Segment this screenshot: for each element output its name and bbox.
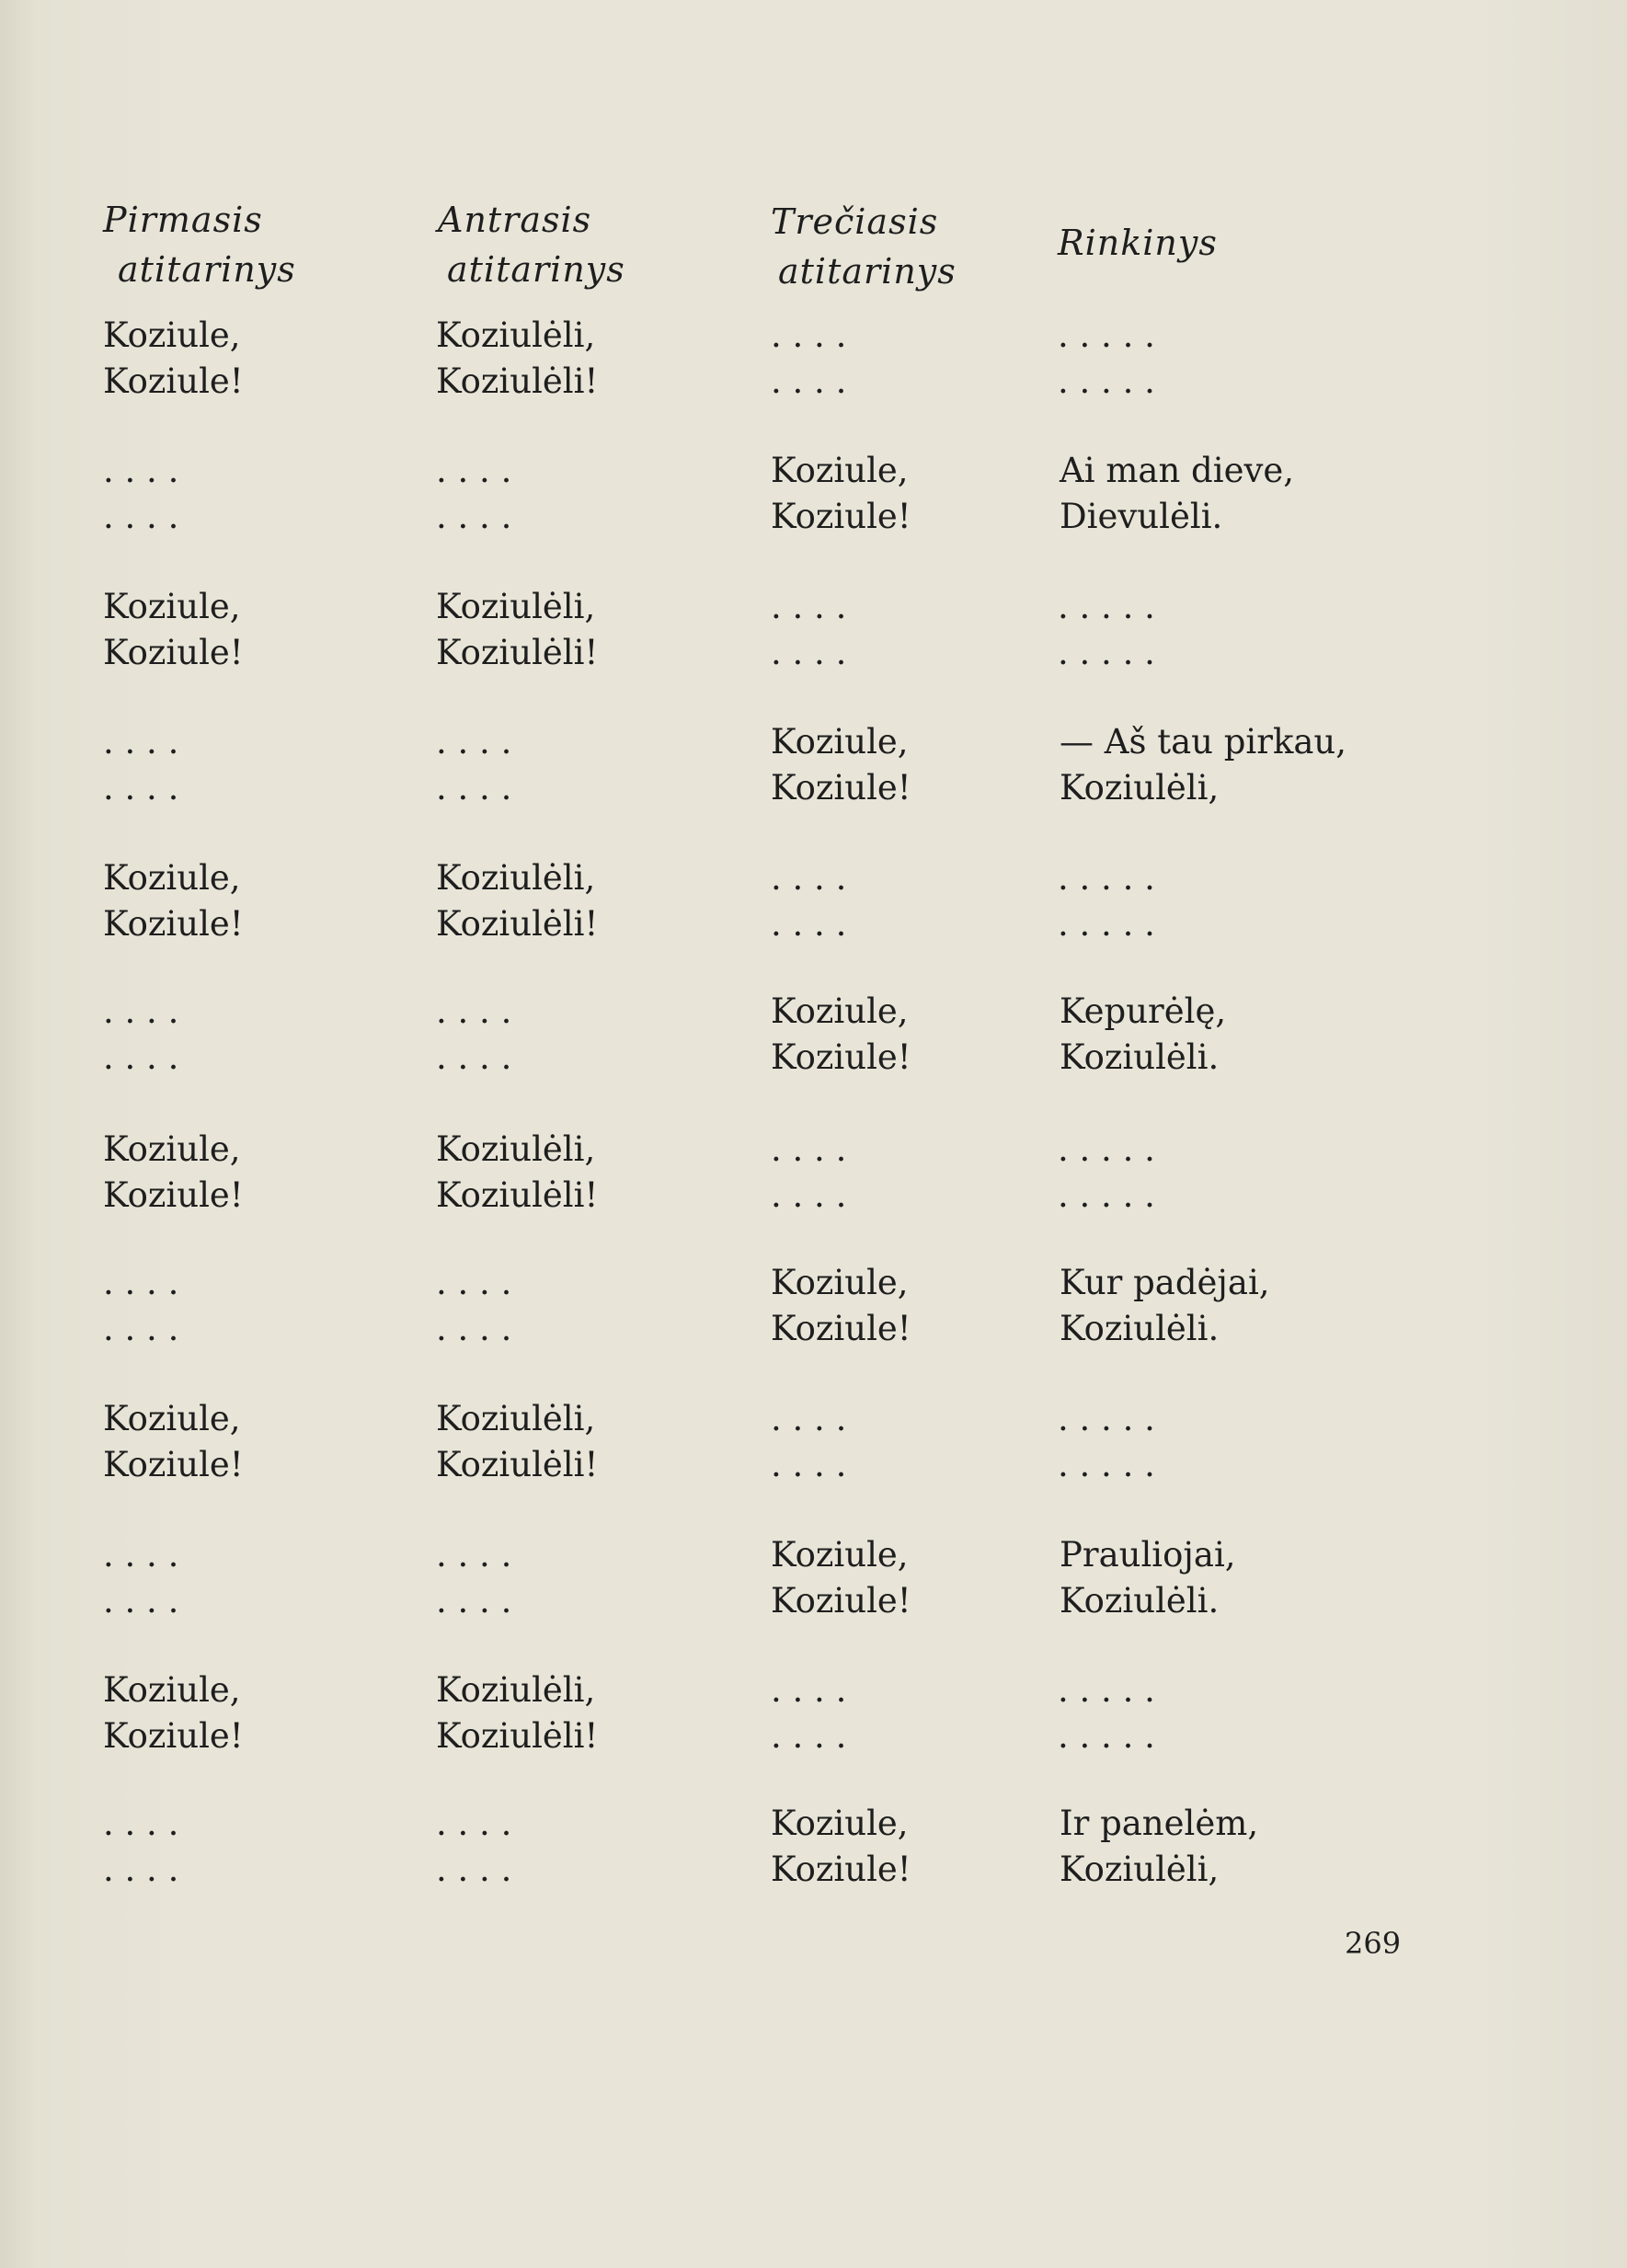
verse-cell-c2 [436,719,511,811]
verse-line: Koziulėli, [1060,768,1220,808]
verse-line: Koziule! [103,904,244,944]
verse-line: . . . . [436,451,512,490]
verse-line: . . . . [771,904,847,944]
verse-line: . . . . [436,768,512,808]
verse-line: . . . . [103,1037,179,1077]
verse-line: . . . . [771,1129,847,1169]
verse-row [0,1532,1627,1628]
verse-cell-c4 [1058,584,1155,676]
verse-line: . . . . [103,1581,179,1621]
verse-cell-c4 [1058,1667,1155,1759]
verse-line: Koziule, [771,991,909,1031]
verse-cell-c2 [436,1532,511,1624]
verse-line: . . . . [771,315,847,355]
verse-row [0,719,1627,815]
verse-line: Koziule, [771,451,909,490]
verse-line: . . . . [436,1850,512,1889]
verse-cell-c4 [1060,989,1226,1081]
verse-line: Koziule, [103,315,241,355]
verse-cell-c1 [103,1532,178,1624]
verse-line: Koziulėli, [1060,1850,1220,1889]
verse-line: . . . . . [1058,904,1155,944]
verse-row [0,1260,1627,1356]
verse-cell-c1 [103,313,244,405]
verse-cell-c1 [103,989,178,1081]
verse-line: Koziule, [771,1263,909,1302]
verse-cell-c3 [771,313,846,405]
verse-row [0,584,1627,680]
verse-line: Koziulėli! [436,633,599,672]
verse-line: Koziule! [771,768,911,808]
verse-line: . . . . . [1058,1399,1155,1438]
verse-cell-c2 [436,1127,598,1219]
verse-line: Koziulėli. [1060,1309,1220,1348]
verse-line: Koziulėli, [436,587,596,626]
header-col3-line2: atitarinys [778,251,957,292]
verse-line: Koziule, [771,1804,909,1843]
verse-line: . . . . [103,1263,179,1302]
verse-line: Koziule! [103,1175,244,1215]
header-col1-line2: atitarinys [118,249,296,290]
verse-line: Koziule, [103,1399,241,1438]
verse-cell-c1 [103,855,244,947]
header-col4 [1058,218,1218,268]
verse-cell-c3 [771,1532,911,1624]
page-number: 269 [1345,1926,1402,1961]
header-col1 [103,195,296,294]
verse-line: Koziule! [103,1445,244,1484]
verse-row [0,1667,1627,1763]
verse-row [0,1127,1627,1222]
verse-line: Koziule, [103,1129,241,1169]
verse-line: . . . . [436,1535,512,1575]
verse-row [0,989,1627,1084]
verse-cell-c3 [771,1667,846,1759]
verse-line: . . . . [436,1804,512,1843]
verse-line: Koziule! [771,497,911,536]
verse-line: . . . . . [1058,633,1155,672]
verse-line: . . . . [771,1399,847,1438]
verse-line: . . . . [771,1670,847,1710]
header-col2-line1: Antrasis [438,200,592,240]
verse-line: . . . . . [1058,1175,1155,1215]
verse-line: Ir panelėm, [1060,1804,1259,1843]
verse-line: Dievulėli. [1060,497,1223,536]
verse-row [0,448,1627,544]
verse-row [0,1396,1627,1492]
verse-line: Koziulėli, [436,1670,596,1710]
verse-line: Koziule! [771,1581,911,1621]
verse-line: — Aš tau pirkau, [1060,722,1347,762]
verse-line: . . . . [103,722,179,762]
verse-cell-c4 [1058,313,1155,405]
verse-line: . . . . [103,1804,179,1843]
verse-line: . . . . . [1058,1716,1155,1756]
verse-line: . . . . [103,991,179,1031]
verse-line: Ai man dieve, [1060,451,1295,490]
verse-line: . . . . [771,1445,847,1484]
verse-cell-c2 [436,989,511,1081]
verse-line: Koziule! [771,1850,911,1889]
verse-line: . . . . . [1058,1445,1155,1484]
verse-line: . . . . . [1058,1670,1155,1710]
verse-cell-c3 [771,448,911,540]
verse-line: Koziulėli! [436,1175,599,1215]
verse-row [0,855,1627,951]
verse-line: . . . . [771,1175,847,1215]
verse-cell-c1 [103,1667,244,1759]
verse-line: . . . . . [1058,361,1155,401]
verse-line: . . . . [103,1309,179,1348]
verse-line: . . . . [436,1581,512,1621]
verse-line: . . . . [436,722,512,762]
verse-cell-c3 [771,989,911,1081]
verse-cell-c4 [1058,855,1155,947]
verse-line: Koziulėli, [436,1399,596,1438]
verse-cell-c4 [1060,1801,1258,1893]
verse-line: Koziule! [103,633,244,672]
verse-cell-c2 [436,448,511,540]
verse-line: Koziule! [103,361,244,401]
verse-line: . . . . [771,1716,847,1756]
verse-line: Koziule, [771,722,909,762]
verse-line: . . . . [436,497,512,536]
verse-line: Koziule, [103,587,241,626]
header-col3-line1: Trečiasis [771,201,939,242]
verse-line: . . . . . [1058,315,1155,355]
verse-line: Koziulėli, [436,315,596,355]
verse-cell-c1 [103,1801,178,1893]
verse-line: Koziule, [103,1670,241,1710]
verse-cell-c2 [436,1667,598,1759]
verse-cell-c2 [436,1801,511,1893]
verse-cell-c4 [1060,1532,1236,1624]
verse-cell-c3 [771,1396,846,1488]
verse-row [0,1801,1627,1896]
header-col2 [436,195,625,294]
verse-cell-c1 [103,584,244,676]
verse-cell-c3 [771,1260,911,1352]
verse-line: Koziule! [771,1037,911,1077]
header-col1-line1: Pirmasis [103,200,263,240]
verse-row [0,313,1627,408]
verse-cell-c1 [103,1396,244,1488]
verse-line: Koziule, [103,858,241,898]
verse-cell-c1 [103,719,178,811]
verse-cell-c3 [771,1127,846,1219]
verse-line: Koziulėli. [1060,1581,1220,1621]
verse-cell-c4 [1058,1127,1155,1219]
verse-cell-c3 [771,855,846,947]
verse-cell-c3 [771,1801,911,1893]
verse-line: Kur padėjai, [1060,1263,1270,1302]
verse-cell-c2 [436,1396,598,1488]
verse-line: . . . . . [1058,587,1155,626]
verse-line: . . . . [436,991,512,1031]
verse-line: . . . . [771,633,847,672]
verse-line: Koziule! [103,1716,244,1756]
verse-line: Koziulėli! [436,1716,599,1756]
verse-cell-c1 [103,448,178,540]
verse-cell-c1 [103,1127,244,1219]
verse-cell-c2 [436,1260,511,1352]
verse-line: Koziule, [771,1535,909,1575]
verse-cell-c1 [103,1260,178,1352]
verse-line: . . . . [771,361,847,401]
verse-line: . . . . [436,1263,512,1302]
verse-line: . . . . [103,451,179,490]
verse-line: . . . . [103,768,179,808]
verse-line: Koziulėli, [436,1129,596,1169]
verse-line: Kepurėlę, [1060,991,1227,1031]
header-col2-line2: atitarinys [447,249,625,290]
verse-line: Koziulėli! [436,904,599,944]
verse-cell-c4 [1060,719,1346,811]
verse-line: . . . . [103,1850,179,1889]
verse-line: . . . . . [1058,1129,1155,1169]
verse-line: . . . . [436,1309,512,1348]
verse-cell-c3 [771,584,846,676]
verse-line: . . . . . [1058,858,1155,898]
verse-cell-c2 [436,313,598,405]
verse-cell-c2 [436,855,598,947]
verse-cell-c4 [1058,1396,1155,1488]
verse-line: Prauliojai, [1060,1535,1236,1575]
verse-line: Koziulėli. [1060,1037,1220,1077]
verse-line: . . . . [103,497,179,536]
verse-cell-c4 [1060,448,1294,540]
verse-cell-c2 [436,584,598,676]
verse-line: . . . . [103,1535,179,1575]
header-col4-line1: Rinkinys [1058,223,1218,263]
verse-line: Koziulėli, [436,858,596,898]
header-col3 [771,197,957,296]
verse-line: . . . . [771,858,847,898]
verse-line: Koziule! [771,1309,911,1348]
verse-line: Koziulėli! [436,361,599,401]
verse-line: Koziulėli! [436,1445,599,1484]
verse-line: . . . . [436,1037,512,1077]
verse-cell-c4 [1060,1260,1270,1352]
verse-cell-c3 [771,719,911,811]
verse-line: . . . . [771,587,847,626]
